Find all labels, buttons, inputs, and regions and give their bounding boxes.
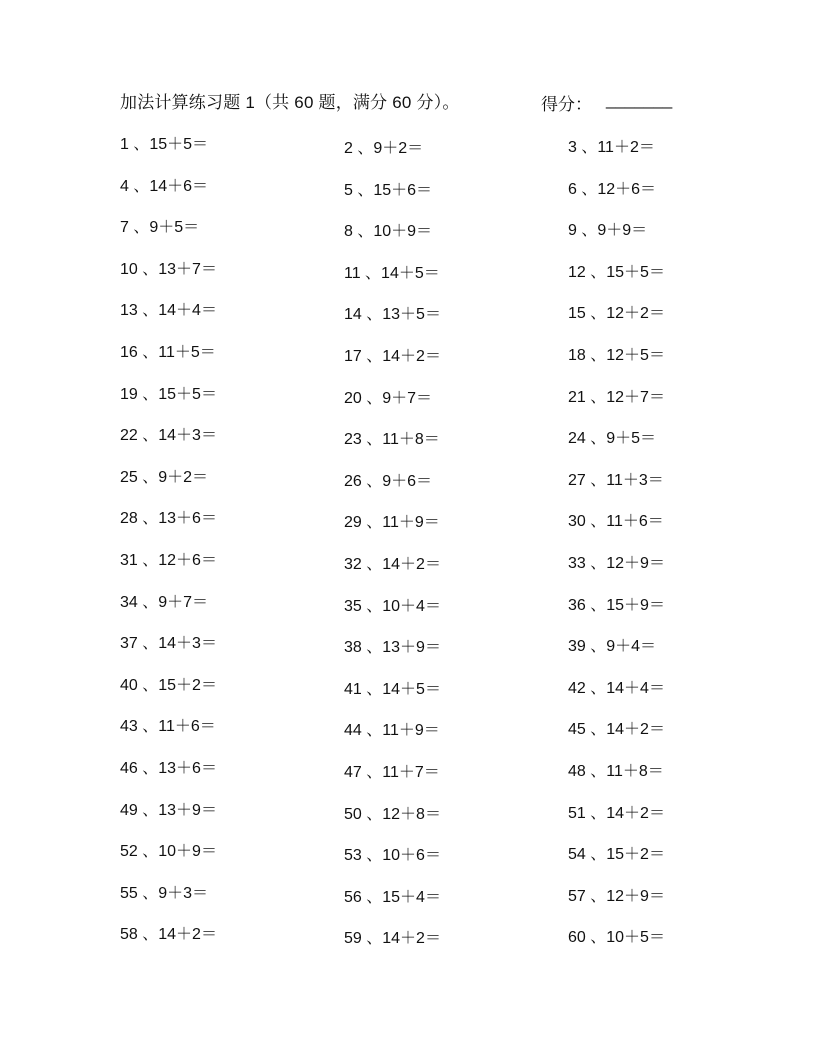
problem-item-9: 9 、9＋9＝ (568, 222, 648, 239)
problem-item-2: 2 、9＋2＝ (344, 140, 424, 157)
problem-item-57: 57 、12＋9＝ (568, 888, 665, 905)
problem-item-56: 56 、15＋4＝ (344, 889, 441, 906)
problem-item-26: 26 、9＋6＝ (344, 473, 433, 490)
problem-item-1: 1 、15＋5＝ (120, 136, 209, 153)
score-label: 得分： (541, 95, 592, 114)
problem-item-58: 58 、14＋2＝ (120, 926, 217, 943)
problem-item-39: 39 、9＋4＝ (568, 638, 657, 655)
problem-item-41: 41 、14＋5＝ (344, 681, 441, 698)
problem-item-40: 40 、15＋2＝ (120, 677, 217, 694)
problem-item-32: 32 、14＋2＝ (344, 556, 441, 573)
problem-item-12: 12 、15＋5＝ (568, 264, 665, 281)
problem-item-60: 60 、10＋5＝ (568, 929, 665, 946)
problem-item-25: 25 、9＋2＝ (120, 469, 209, 486)
problem-item-36: 36 、15＋9＝ (568, 597, 665, 614)
problem-item-13: 13 、14＋4＝ (120, 302, 217, 319)
problem-item-37: 37 、14＋3＝ (120, 635, 217, 652)
problem-item-50: 50 、12＋8＝ (344, 806, 441, 823)
page-title: 加法计算练习题 1（共 60 题，满分 60 分）。 (120, 93, 460, 112)
problem-item-33: 33 、12＋9＝ (568, 555, 665, 572)
score-blank[interactable]: _______ (606, 90, 673, 109)
problem-item-14: 14 、13＋5＝ (344, 306, 441, 323)
problem-item-45: 45 、14＋2＝ (568, 721, 665, 738)
problem-item-42: 42 、14＋4＝ (568, 680, 665, 697)
problem-item-22: 22 、14＋3＝ (120, 427, 217, 444)
problem-item-19: 19 、15＋5＝ (120, 386, 217, 403)
problem-item-51: 51 、14＋2＝ (568, 805, 665, 822)
problem-item-59: 59 、14＋2＝ (344, 930, 441, 947)
problem-item-43: 43 、11＋6＝ (120, 718, 216, 735)
problem-item-30: 30 、11＋6＝ (568, 513, 664, 530)
problem-item-47: 47 、11＋7＝ (344, 764, 440, 781)
problem-item-6: 6 、12＋6＝ (568, 181, 657, 198)
problem-item-34: 34 、9＋7＝ (120, 594, 209, 611)
problem-item-44: 44 、11＋9＝ (344, 722, 440, 739)
problem-item-3: 3 、11＋2＝ (568, 139, 655, 156)
problem-item-35: 35 、10＋4＝ (344, 598, 441, 615)
problem-item-28: 28 、13＋6＝ (120, 510, 217, 527)
problem-item-49: 49 、13＋9＝ (120, 802, 217, 819)
problem-item-5: 5 、15＋6＝ (344, 182, 433, 199)
problem-item-38: 38 、13＋9＝ (344, 639, 441, 656)
problem-item-23: 23 、11＋8＝ (344, 431, 440, 448)
problem-item-4: 4 、14＋6＝ (120, 178, 209, 195)
problem-item-16: 16 、11＋5＝ (120, 344, 216, 361)
problem-item-10: 10 、13＋7＝ (120, 261, 217, 278)
problem-item-29: 29 、11＋9＝ (344, 514, 440, 531)
problem-item-24: 24 、9＋5＝ (568, 430, 657, 447)
problem-item-27: 27 、11＋3＝ (568, 472, 664, 489)
problem-item-31: 31 、12＋6＝ (120, 552, 217, 569)
problem-item-17: 17 、14＋2＝ (344, 348, 441, 365)
problem-item-7: 7 、9＋5＝ (120, 219, 200, 236)
problem-item-18: 18 、12＋5＝ (568, 347, 665, 364)
problem-item-15: 15 、12＋2＝ (568, 305, 665, 322)
problem-item-55: 55 、9＋3＝ (120, 885, 209, 902)
problem-item-48: 48 、11＋8＝ (568, 763, 664, 780)
problem-item-21: 21 、12＋7＝ (568, 389, 665, 406)
problem-item-53: 53 、10＋6＝ (344, 847, 441, 864)
problem-item-8: 8 、10＋9＝ (344, 223, 433, 240)
problem-item-46: 46 、13＋6＝ (120, 760, 217, 777)
problem-item-11: 11 、14＋5＝ (344, 265, 440, 282)
problem-item-52: 52 、10＋9＝ (120, 843, 217, 860)
problem-item-20: 20 、9＋7＝ (344, 390, 433, 407)
problem-item-54: 54 、15＋2＝ (568, 846, 665, 863)
